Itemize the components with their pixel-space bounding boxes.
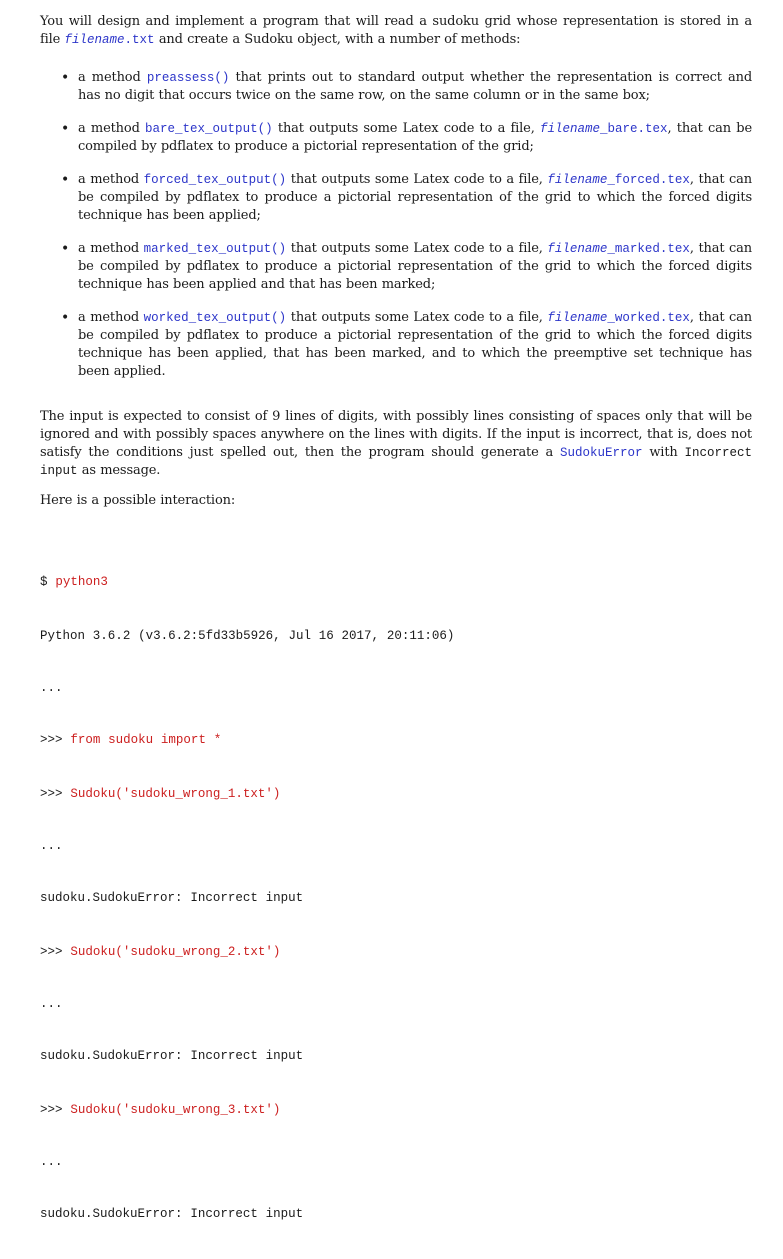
call-line-1 xyxy=(40,785,752,803)
method-description: that outputs some Latex code to a file, xyxy=(286,310,548,325)
shell-command: python3 xyxy=(47,575,108,589)
interaction-heading: Here is a possible interaction: xyxy=(40,493,236,508)
python-prompt: >>> xyxy=(40,733,63,747)
intro-text: You will design and implement a program that will read a sudoku grid whose representation is stored in a file xyxy=(40,14,752,47)
method-filename: filename xyxy=(539,122,600,136)
intro-paragraph xyxy=(40,13,752,49)
ellipsis-line: ... xyxy=(40,1155,63,1169)
method-item-intro: a method xyxy=(78,70,147,85)
method-description-end: , that can be compiled by pdflatex to produce a pictorial representation of the grid to which the forced digits technique has been applied; xyxy=(78,172,752,223)
python-prompt: >>> xyxy=(40,945,63,959)
python-prompt: >>> xyxy=(40,1103,63,1117)
shell-command-line xyxy=(40,573,752,591)
error-message: Incorrect input xyxy=(40,446,752,478)
method-filename: filename xyxy=(547,173,608,187)
method-item-forced xyxy=(40,171,752,225)
error-class-name: SudokuError xyxy=(559,446,643,460)
error-output-line: sudoku.SudokuError: Incorrect input xyxy=(40,891,304,905)
method-name: marked_tex_output() xyxy=(143,242,287,256)
import-line xyxy=(40,731,752,749)
intro-filename: filename xyxy=(64,33,125,47)
python-banner: Python 3.6.2 (v3.6.2:5fd33b5926, Jul 16 2017, 20:11:06) xyxy=(40,629,455,643)
method-name: worked_tex_output() xyxy=(143,311,287,325)
method-filename: filename xyxy=(547,311,608,325)
method-file-extension: _worked.tex xyxy=(607,311,690,325)
method-name: bare_tex_output() xyxy=(145,122,273,136)
method-file-extension: _marked.tex xyxy=(607,242,690,256)
method-file-extension: _bare.tex xyxy=(600,122,668,136)
python-prompt: >>> xyxy=(40,787,63,801)
method-item-preassess xyxy=(40,69,752,105)
method-item-bare xyxy=(40,120,752,156)
method-description-end: , that can be compiled by pdflatex to produce a pictorial representation of the grid to which the forced digits technique has been applied, that has been marked, and to which the preemptive set technique has been applied. xyxy=(78,310,752,379)
method-description: that outputs some Latex code to a file, xyxy=(286,241,548,256)
method-description-end: , that can be compiled by pdflatex to produce a pictorial representation of the grid; xyxy=(78,121,752,154)
call-line-3 xyxy=(40,1101,752,1119)
ellipsis-line: ... xyxy=(40,839,63,853)
method-item-worked xyxy=(40,309,752,381)
ellipsis-line: ... xyxy=(40,997,63,1011)
method-description-end: , that can be compiled by pdflatex to produce a pictorial representation of the grid to which the forced digits technique has been applied and that has been marked; xyxy=(78,241,752,292)
method-item-intro: a method xyxy=(78,172,144,187)
input-text-end: as message. xyxy=(77,463,161,478)
error-output-line: sudoku.SudokuError: Incorrect input xyxy=(40,1207,304,1221)
method-item-intro: a method xyxy=(78,121,146,136)
call-line-2 xyxy=(40,943,752,961)
method-description: that outputs some Latex code to a file, xyxy=(272,121,540,136)
method-name: forced_tex_output() xyxy=(143,173,287,187)
method-name: preassess() xyxy=(146,71,230,85)
error-output-line: sudoku.SudokuError: Incorrect input xyxy=(40,1049,304,1063)
document-page xyxy=(40,13,752,1259)
ellipsis-line: ... xyxy=(40,681,63,695)
shell-prompt: $ xyxy=(40,575,48,589)
method-file-extension: _forced.tex xyxy=(607,173,690,187)
method-item-marked xyxy=(40,240,752,294)
method-item-intro: a method xyxy=(78,241,144,256)
method-filename: filename xyxy=(547,242,608,256)
method-list xyxy=(40,69,752,381)
python-input: Sudoku('sudoku_wrong_1.txt') xyxy=(62,787,281,801)
input-text-mid: with xyxy=(642,445,685,460)
method-item-intro: a method xyxy=(78,310,144,325)
method-description: that outputs some Latex code to a file, xyxy=(286,172,548,187)
python-input: Sudoku('sudoku_wrong_2.txt') xyxy=(62,945,281,959)
intro-extension: .txt xyxy=(124,33,155,47)
python-input: from sudoku import * xyxy=(62,733,222,747)
method-description: that prints out to standard output whether the representation is correct and has no digit that occurs twice on the same row, on the same column or in the same box; xyxy=(78,70,753,103)
input-description-paragraph xyxy=(40,408,752,480)
python-session xyxy=(40,537,752,1259)
python-input: Sudoku('sudoku_wrong_3.txt') xyxy=(62,1103,281,1117)
intro-text-end: and create a Sudoku object, with a number of methods: xyxy=(154,32,521,47)
input-text: The input is expected to consist of 9 lines of digits, with possibly lines consisting of spaces only that will be ignored and with possibly spaces anywhere on the lines with digits. If the input is incorrect, that is, does not satisfy the conditions just spelled out, then the program should generate a xyxy=(40,409,752,460)
